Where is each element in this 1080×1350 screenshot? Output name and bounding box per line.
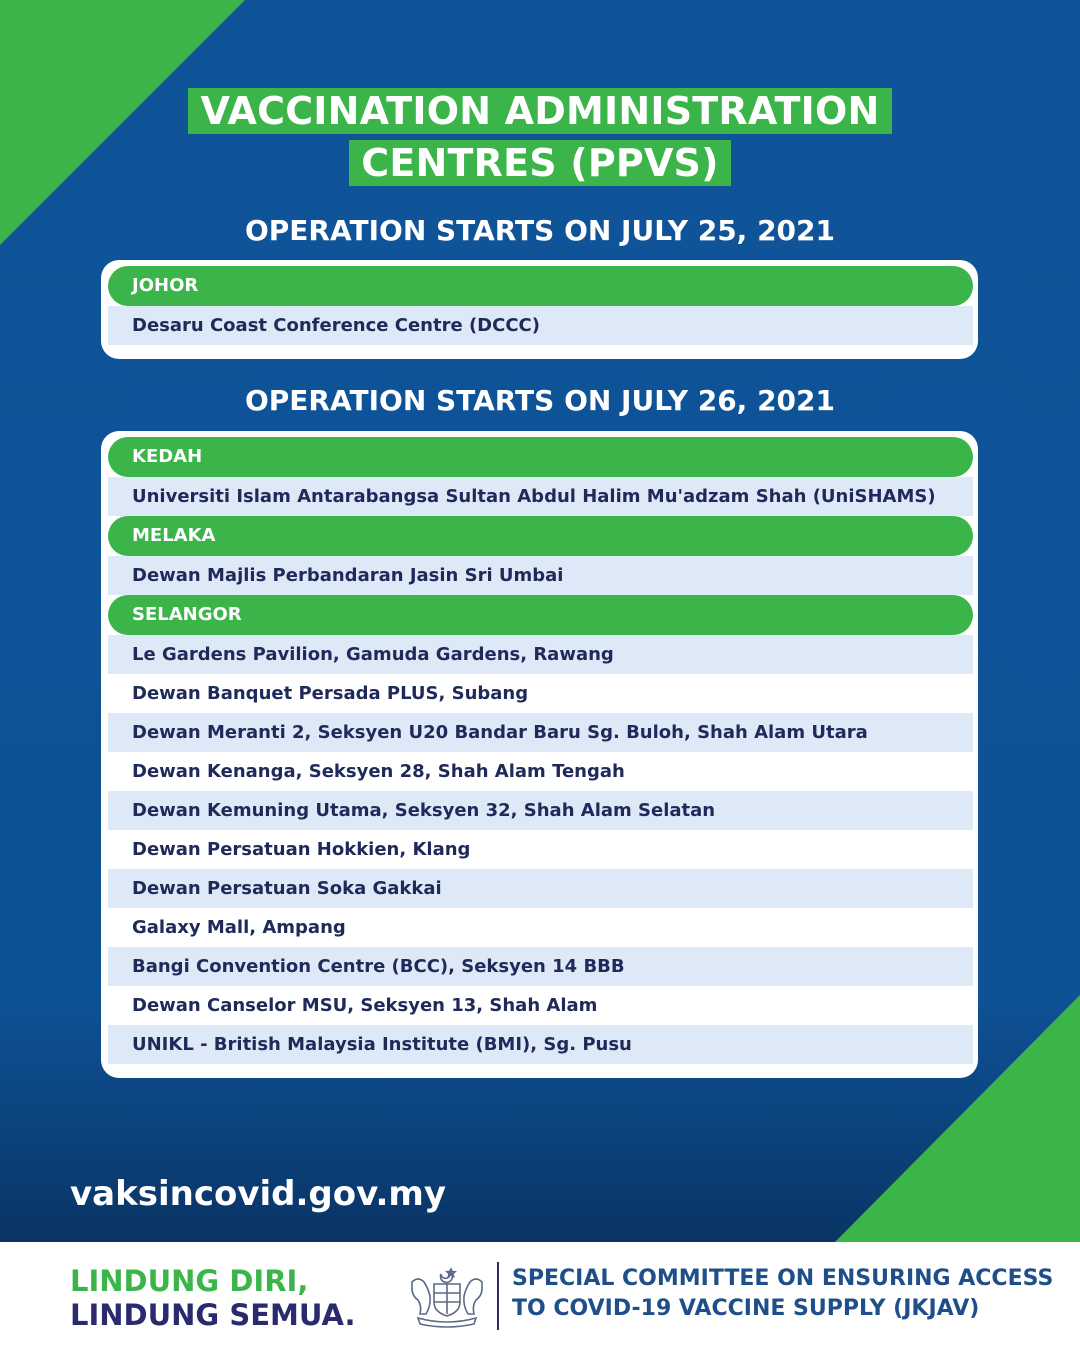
section-heading-july-26: OPERATION STARTS ON JULY 26, 2021: [244, 384, 835, 417]
centre-row: Dewan Meranti 2, Seksyen U20 Bandar Baru Sg. Buloh, Shah Alam Utara: [108, 713, 973, 752]
poster-title: [0, 88, 1080, 186]
centre-row: Bangi Convention Centre (BCC), Seksyen 14 BBB: [108, 947, 973, 986]
committee-line-2: TO COVID-19 VACCINE SUPPLY (JKJAV): [512, 1296, 980, 1321]
website-link[interactable]: vaksincovid.gov.my: [70, 1174, 446, 1214]
state-header-melaka: MELAKA: [108, 516, 973, 556]
centre-row: Dewan Canselor MSU, Seksyen 13, Shah Alam: [108, 986, 973, 1025]
centre-list-card-july-26: [101, 431, 978, 1078]
footer-divider: [497, 1262, 499, 1330]
committee-line-1: SPECIAL COMMITTEE ON ENSURING ACCESS: [512, 1266, 1054, 1291]
footer-bar: [0, 1242, 1080, 1350]
slogan-line-2: LINDUNG SEMUA.: [70, 1298, 356, 1332]
centre-row: Galaxy Mall, Ampang: [108, 908, 973, 947]
centre-row: Dewan Majlis Perbandaran Jasin Sri Umbai: [108, 556, 973, 595]
coat-of-arms-icon: [404, 1264, 490, 1328]
campaign-slogan: [70, 1264, 356, 1332]
title-line-1: VACCINATION ADMINISTRATION: [188, 88, 891, 134]
centre-row: UNIKL - British Malaysia Institute (BMI), Sg. Pusu: [108, 1025, 973, 1064]
centre-row: Universiti Islam Antarabangsa Sultan Abdul Halim Mu'adzam Shah (UniSHAMS): [108, 477, 973, 516]
section-heading-july-25: OPERATION STARTS ON JULY 25, 2021: [244, 214, 835, 247]
centre-list-card-july-25: [101, 260, 978, 359]
committee-name: [512, 1264, 1072, 1324]
state-header-kedah: KEDAH: [108, 437, 973, 477]
centre-row: Dewan Persatuan Hokkien, Klang: [108, 830, 973, 869]
title-line-2: CENTRES (PPVS): [349, 140, 730, 186]
state-header-johor: JOHOR: [108, 266, 973, 306]
state-header-selangor: SELANGOR: [108, 595, 973, 635]
centre-row: Le Gardens Pavilion, Gamuda Gardens, Rawang: [108, 635, 973, 674]
centre-row: Dewan Persatuan Soka Gakkai: [108, 869, 973, 908]
slogan-line-1: LINDUNG DIRI,: [70, 1264, 309, 1298]
centre-row: Desaru Coast Conference Centre (DCCC): [108, 306, 973, 345]
centre-row: Dewan Kenanga, Seksyen 28, Shah Alam Tengah: [108, 752, 973, 791]
centre-row: Dewan Banquet Persada PLUS, Subang: [108, 674, 973, 713]
centre-row: Dewan Kemuning Utama, Seksyen 32, Shah Alam Selatan: [108, 791, 973, 830]
